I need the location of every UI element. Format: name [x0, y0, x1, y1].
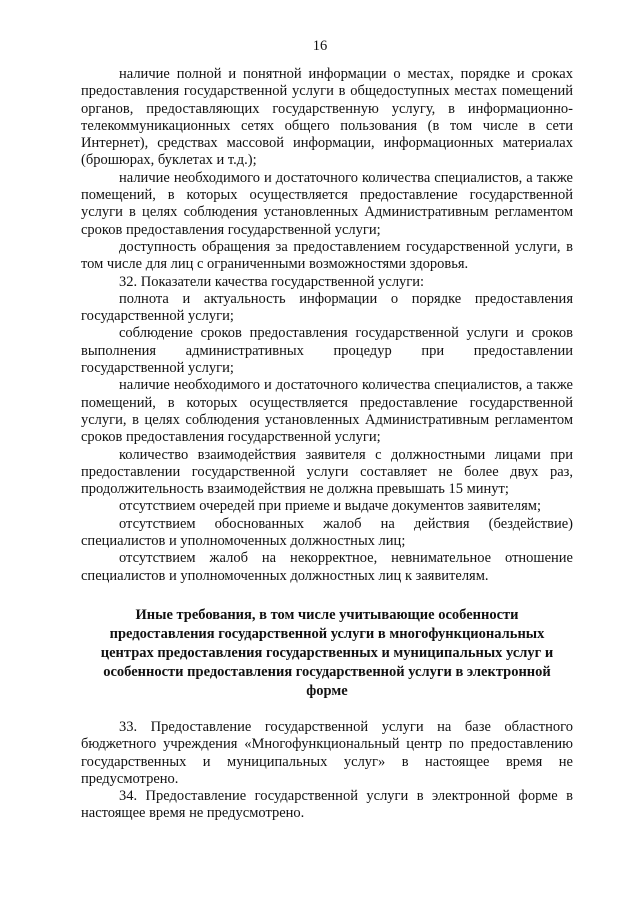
- paragraph-specialists-premises: наличие необходимого и достаточного количества специалистов, а также помещений, в которых осуществляется предоставление государственной услуги в целях соблюдения установленных Административным регламентом сроков предоставления государственной услуги;: [81, 169, 573, 238]
- paragraph-mfc-33: 33. Предоставление государственной услуги на базе областного бюджетного учреждения «Многофункциональный центр по предоставлению государственных и муниципальных услуг» в настоящее время не предусмотрено.: [81, 718, 573, 787]
- paragraph-electronic-34: 34. Предоставление государственной услуги в электронной форме в настоящее время не предусмотрено.: [81, 788, 573, 822]
- paragraph-no-queues: отсутствием очередей при приеме и выдаче документов заявителям;: [119, 498, 541, 515]
- section-heading: Иные требования, в том числе учитывающие особенности предоставления государственной услуги в многофункциональных центрах предоставления государственных и муниципальных услуг и особенности предоставления государственной услуги в электронной форме: [100, 606, 554, 699]
- paragraph-specialists-premises-2: наличие необходимого и достаточного количества специалистов, а также помещений, в которых осуществляется предоставление государственной услуги, в целях соблюдения установленных Административным регламентом сроков предоставления государственной услуги;: [81, 377, 573, 446]
- paragraph-information-availability: наличие полной и понятной информации о местах, порядке и сроках предоставления государственной услуги в общедоступных местах помещений органов, предоставляющих государственную услугу, в информационно-телекоммуникационных сетях общего пользования (в том числе в сети Интернет), средствах массовой информации, информационных материалах (брошюрах, буклетах и т.д.);: [81, 66, 573, 169]
- page-number: 16: [312, 38, 328, 54]
- paragraph-accessibility: доступность обращения за предоставлением государственной услуги, в том числе для лиц с ограниченными возможностями здоровья.: [81, 238, 573, 273]
- paragraph-no-complaints: отсутствием обоснованных жалоб на действия (бездействие) специалистов и уполномоченных должностных лиц;: [81, 515, 573, 550]
- paragraph-completeness: полнота и актуальность информации о порядке предоставления государственной услуги;: [81, 290, 573, 325]
- document-body: [81, 66, 573, 823]
- paragraph-quality-indicators-32: 32. Показатели качества государственной услуги:: [119, 273, 425, 290]
- paragraph-deadlines: соблюдение сроков предоставления государственной услуги и сроков выполнения административных процедур при предоставлении государственной услуги;: [81, 325, 573, 377]
- paragraph-interactions: количество взаимодействия заявителя с должностными лицами при предоставлении государственной услуги составляет не более двух раз, продолжительность взаимодействия не должна превышать 15 минут;: [81, 446, 573, 498]
- paragraph-no-incorrect-attitude: отсутствием жалоб на некорректное, невнимательное отношение специалистов и уполномоченных должностных лиц к заявителям.: [81, 550, 573, 584]
